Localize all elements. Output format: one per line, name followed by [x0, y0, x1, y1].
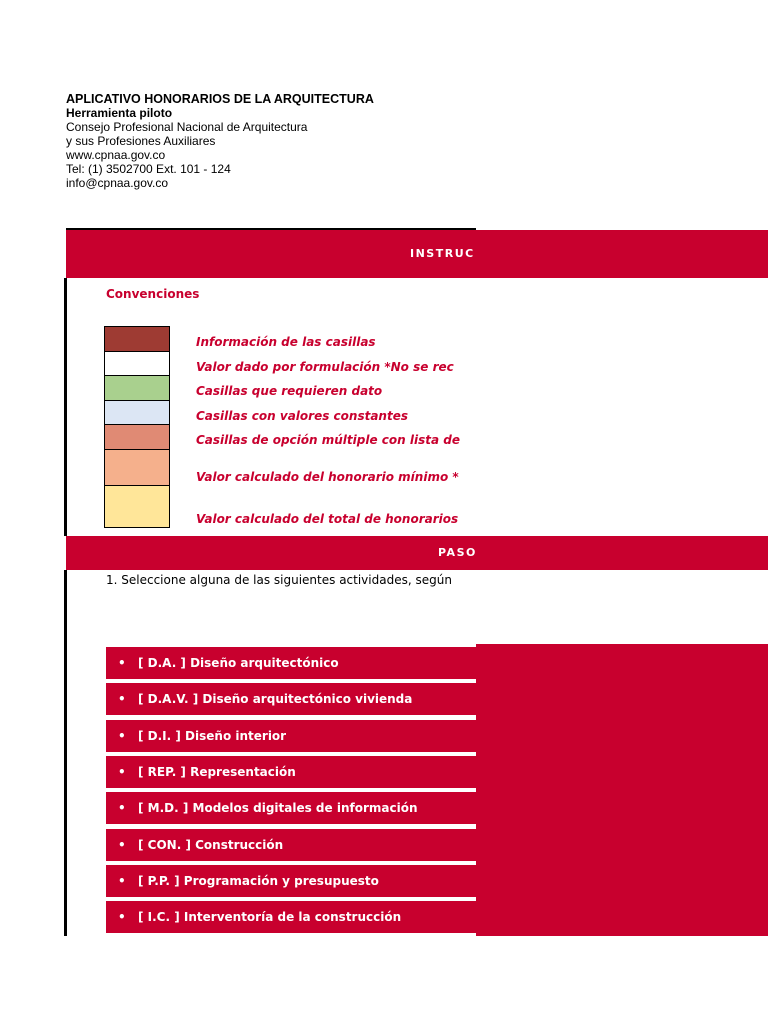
app-subtitle: Herramienta piloto: [66, 106, 173, 120]
email-link[interactable]: info@cpnaa.gov.co: [66, 176, 169, 190]
step-1-instruction: 1. Seleccione alguna de las siguientes actividades, según: [106, 573, 452, 587]
swatch-constant: [104, 400, 170, 425]
phone-text: Tel: (1) 3502700 Ext. 101 - 124: [66, 162, 231, 176]
activity-ic-button[interactable]: • [ I.C. ] Interventoría de la construcción: [106, 901, 476, 933]
org-line-2: y sus Profesiones Auxiliares: [66, 134, 216, 148]
swatch-min-fee: [104, 449, 170, 486]
convention-label: Valor calculado del total de honorarios: [196, 512, 459, 526]
website-link[interactable]: www.cpnaa.gov.co: [66, 148, 166, 162]
swatch-formula: [104, 351, 170, 376]
activity-pp-button[interactable]: • [ P.P. ] Programación y presupuesto: [106, 865, 476, 897]
convention-label: Valor dado por formulación *No se rec: [196, 360, 454, 374]
app-title: APLICATIVO HONORARIOS DE LA ARQUITECTURA: [66, 92, 374, 106]
activity-da-button[interactable]: • [ D.A. ] Diseño arquitectónico: [106, 647, 476, 679]
swatch-required: [104, 375, 170, 401]
convention-label: Información de las casillas: [196, 335, 376, 349]
activity-rep-button[interactable]: • [ REP. ] Representación: [106, 756, 476, 788]
conventions-title: Convenciones: [106, 287, 200, 301]
convention-label: Valor calculado del honorario mínimo *: [196, 470, 459, 484]
instructions-bar-label: INSTRUC: [410, 247, 475, 260]
step-bar-label: PASO: [438, 546, 477, 559]
swatch-total-fee: [104, 485, 170, 528]
step-bar: [66, 536, 768, 570]
convention-label: Casillas con valores constantes: [196, 409, 408, 423]
activity-md-button[interactable]: • [ M.D. ] Modelos digitales de información: [106, 792, 476, 824]
activity-con-button[interactable]: • [ CON. ] Construcción: [106, 829, 476, 861]
activity-di-button[interactable]: • [ D.I. ] Diseño interior: [106, 720, 476, 752]
right-red-panel: [476, 644, 768, 936]
swatch-multiple-choice: [104, 424, 170, 450]
org-line-1: Consejo Profesional Nacional de Arquitectura: [66, 120, 308, 134]
activity-dav-button[interactable]: • [ D.A.V. ] Diseño arquitectónico vivienda: [106, 683, 476, 715]
swatch-info: [104, 326, 170, 352]
convention-label: Casillas de opción múltiple con lista de: [196, 433, 460, 447]
convention-label: Casillas que requieren dato: [196, 384, 383, 398]
